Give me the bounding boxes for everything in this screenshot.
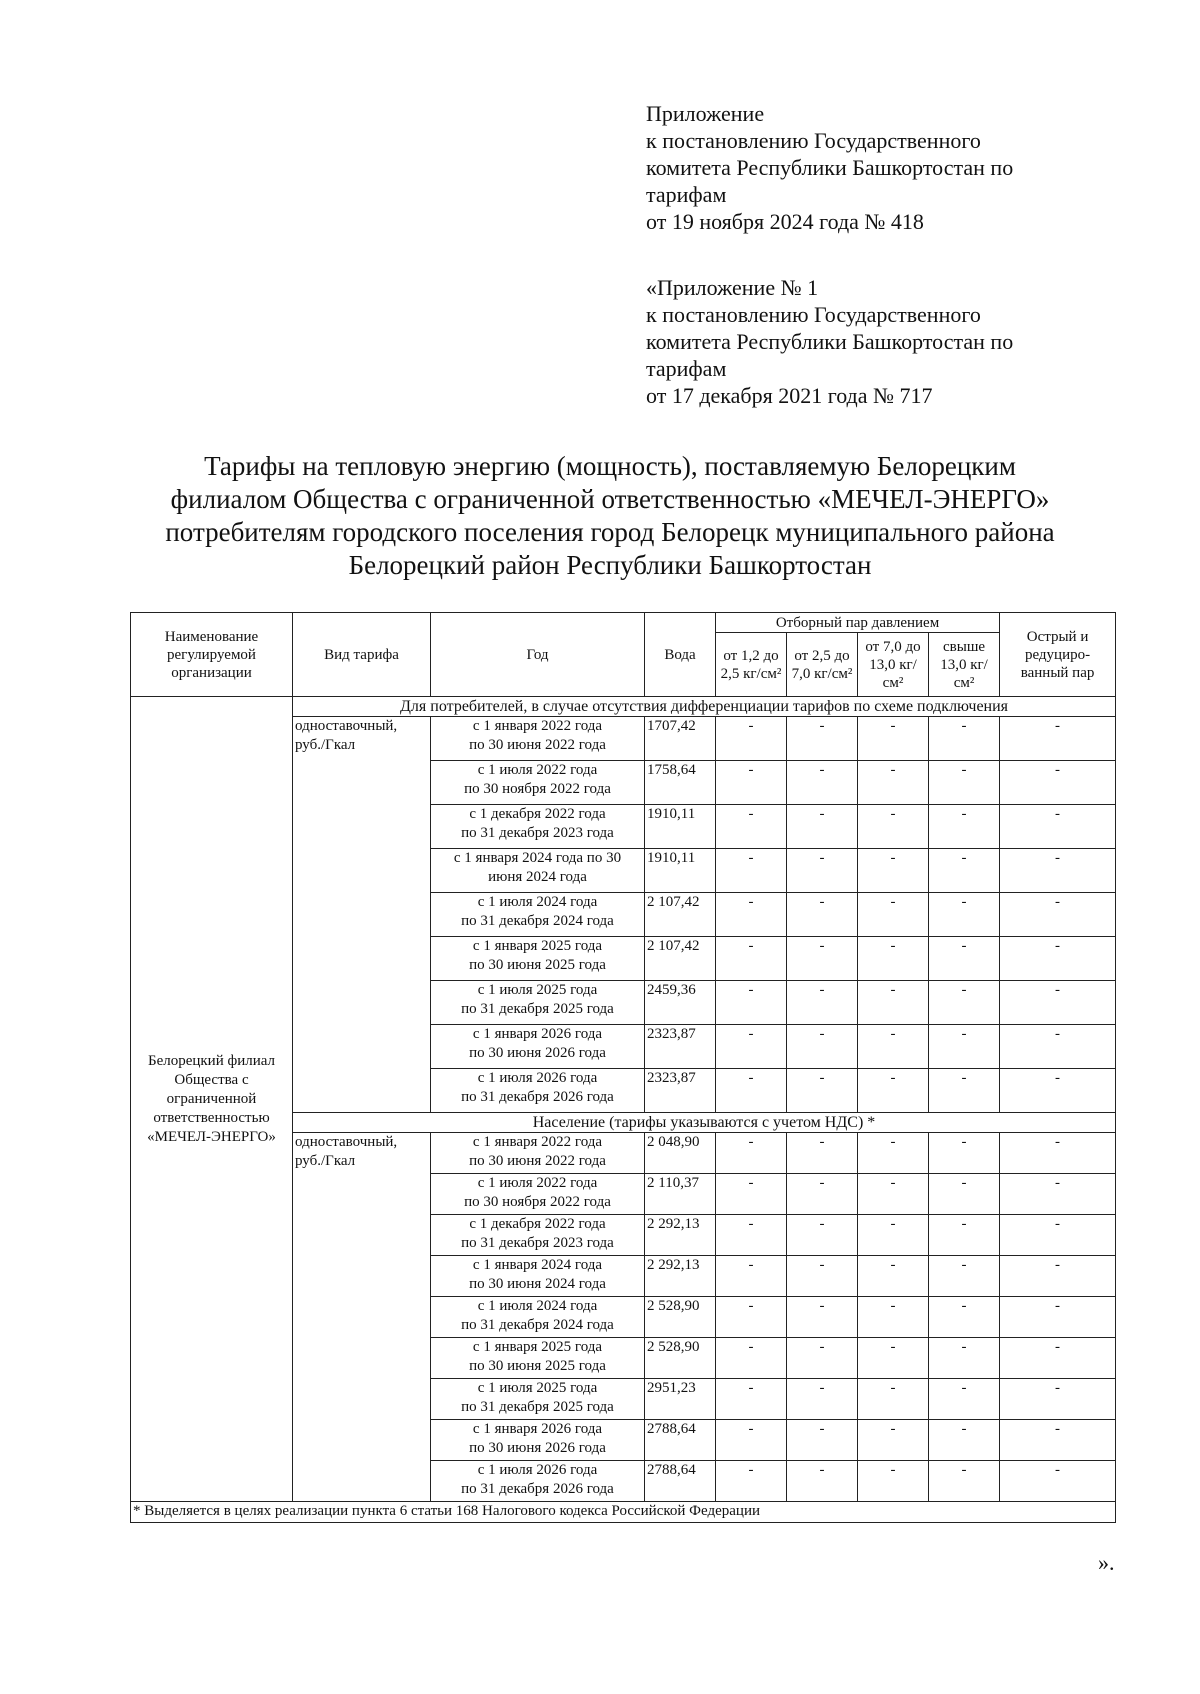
- dash-cell: -: [787, 1174, 858, 1215]
- appendix-line: тарифам: [646, 356, 727, 381]
- period-start: с 1 января 2026 года: [472, 1421, 603, 1437]
- period-start: с 1 декабря 2022 года: [469, 806, 606, 822]
- dash-cell: -: [929, 1174, 1000, 1215]
- dash-cell: -: [929, 761, 1000, 805]
- dash-cell: -: [716, 717, 787, 761]
- dash-cell: -: [858, 1133, 929, 1174]
- dash-cell: -: [858, 1420, 929, 1461]
- dash-cell: -: [929, 1338, 1000, 1379]
- dash-cell: -: [929, 717, 1000, 761]
- period-start: с 1 января 2024 года по 30: [453, 850, 622, 866]
- water-tariff: 2323,87: [645, 1069, 716, 1113]
- period-start: с 1 января 2024 года: [472, 1257, 603, 1273]
- water-tariff: 1910,11: [645, 805, 716, 849]
- document-title: [110, 450, 1110, 582]
- closing-quote: ».: [1098, 1550, 1115, 1575]
- appendix-line: «Приложение № 1: [646, 275, 819, 300]
- dash-cell: -: [858, 1297, 929, 1338]
- dash-cell: -: [858, 981, 929, 1025]
- dash-cell: -: [716, 1069, 787, 1113]
- dash-cell: -: [716, 1133, 787, 1174]
- period-start: с 1 января 2026 года: [472, 1026, 603, 1042]
- tariff-table: [130, 612, 1116, 1523]
- footnote-row: [131, 1502, 1116, 1523]
- dash-cell: -: [929, 805, 1000, 849]
- dash-cell: -: [929, 849, 1000, 893]
- dash-cell: -: [1000, 893, 1116, 937]
- period-end: по 30 июня 2025 года: [469, 957, 606, 973]
- appendix-line: комитета Республики Башкортостан по: [646, 155, 1014, 180]
- water-tariff: 2951,23: [645, 1379, 716, 1420]
- period-start: с 1 декабря 2022 года: [469, 1216, 606, 1232]
- period-end: по 30 июня 2025 года: [469, 1358, 606, 1374]
- period-end: июня 2024 года: [488, 869, 587, 885]
- dash-cell: -: [858, 1256, 929, 1297]
- appendix-line: тарифам: [646, 182, 727, 207]
- dash-cell: -: [716, 1215, 787, 1256]
- water-tariff: 2459,36: [645, 981, 716, 1025]
- appendix-line: от 17 декабря 2021 года № 717: [646, 383, 933, 408]
- header-steam-col: от 7,0 до 13,0 кг/см²: [858, 633, 929, 697]
- dash-cell: -: [716, 937, 787, 981]
- dash-cell: -: [1000, 1174, 1116, 1215]
- dash-cell: -: [787, 1133, 858, 1174]
- period-end: по 30 июня 2022 года: [469, 1153, 606, 1169]
- dash-cell: -: [858, 849, 929, 893]
- header-sharp-steam: Острый и редуциро-ванный пар: [1000, 613, 1116, 697]
- dash-cell: -: [716, 981, 787, 1025]
- water-tariff: 2788,64: [645, 1461, 716, 1502]
- dash-cell: -: [929, 1297, 1000, 1338]
- organization-name: Белорецкий филиал Общества с ограниченной ответственностью «МЕЧЕЛ-ЭНЕРГО»: [131, 697, 293, 1502]
- title-line: потребителям городского поселения город Белорецк муниципального района: [165, 517, 1055, 547]
- water-tariff: 2 528,90: [645, 1338, 716, 1379]
- appendix-line: к постановлению Государственного: [646, 302, 981, 327]
- title-line: Тарифы на тепловую энергию (мощность), поставляемую Белорецким: [204, 451, 1016, 481]
- period-cell: [431, 1461, 645, 1502]
- header-kind: Вид тарифа: [293, 613, 431, 697]
- dash-cell: -: [858, 1338, 929, 1379]
- period-end: по 31 декабря 2025 года: [461, 1399, 614, 1415]
- period-end: по 30 ноября 2022 года: [464, 781, 611, 797]
- title-line: филиалом Общества с ограниченной ответственностью «МЕЧЕЛ-ЭНЕРГО»: [170, 484, 1050, 514]
- dash-cell: -: [1000, 1133, 1116, 1174]
- period-cell: [431, 717, 645, 761]
- period-cell: [431, 893, 645, 937]
- dash-cell: -: [787, 1461, 858, 1502]
- dash-cell: -: [858, 717, 929, 761]
- dash-cell: -: [787, 937, 858, 981]
- dash-cell: -: [858, 1174, 929, 1215]
- dash-cell: -: [1000, 761, 1116, 805]
- period-start: с 1 июля 2024 года: [477, 894, 598, 910]
- period-end: по 31 декабря 2023 года: [461, 1235, 614, 1251]
- dash-cell: -: [1000, 981, 1116, 1025]
- dash-cell: -: [1000, 1069, 1116, 1113]
- appendix-line: комитета Республики Башкортостан по: [646, 329, 1014, 354]
- appendix-line: от 19 ноября 2024 года № 418: [646, 209, 924, 234]
- dash-cell: -: [929, 893, 1000, 937]
- appendix-line: Приложение: [646, 101, 765, 126]
- dash-cell: -: [929, 1420, 1000, 1461]
- water-tariff: 1707,42: [645, 717, 716, 761]
- header-steam-col: от 1,2 до 2,5 кг/см²: [716, 633, 787, 697]
- dash-cell: -: [858, 1461, 929, 1502]
- period-end: по 31 декабря 2024 года: [461, 1317, 614, 1333]
- period-end: по 30 июня 2026 года: [469, 1440, 606, 1456]
- period-end: по 30 июня 2026 года: [469, 1045, 606, 1061]
- water-tariff: 2 107,42: [645, 893, 716, 937]
- period-cell: [431, 1133, 645, 1174]
- appendix-header-current: [646, 100, 1086, 235]
- dash-cell: -: [929, 1215, 1000, 1256]
- header-water: Вода: [645, 613, 716, 697]
- dash-cell: -: [929, 1025, 1000, 1069]
- dash-cell: -: [1000, 1256, 1116, 1297]
- title-line: Белорецкий район Республики Башкортостан: [348, 550, 872, 580]
- header-steam-group: Отборный пар давлением: [716, 613, 1000, 633]
- dash-cell: -: [787, 849, 858, 893]
- tariff-kind: одноставочный, руб./Гкал: [293, 717, 431, 1113]
- dash-cell: -: [716, 893, 787, 937]
- dash-cell: -: [716, 1297, 787, 1338]
- water-tariff: 2 110,37: [645, 1174, 716, 1215]
- water-tariff: 2323,87: [645, 1025, 716, 1069]
- header-year: Год: [431, 613, 645, 697]
- period-cell: [431, 1420, 645, 1461]
- period-start: с 1 июля 2022 года: [477, 1175, 598, 1191]
- dash-cell: -: [858, 1379, 929, 1420]
- dash-cell: -: [858, 893, 929, 937]
- dash-cell: -: [787, 1379, 858, 1420]
- dash-cell: -: [716, 1025, 787, 1069]
- period-start: с 1 июля 2022 года: [477, 762, 598, 778]
- period-cell: [431, 1215, 645, 1256]
- dash-cell: -: [1000, 1338, 1116, 1379]
- dash-cell: -: [716, 1379, 787, 1420]
- period-start: с 1 июля 2024 года: [477, 1298, 598, 1314]
- period-end: по 30 ноября 2022 года: [464, 1194, 611, 1210]
- dash-cell: -: [787, 1069, 858, 1113]
- period-cell: [431, 805, 645, 849]
- period-start: с 1 января 2025 года: [472, 938, 603, 954]
- period-cell: [431, 849, 645, 893]
- water-tariff: 2 048,90: [645, 1133, 716, 1174]
- water-tariff: 2788,64: [645, 1420, 716, 1461]
- dash-cell: -: [929, 1256, 1000, 1297]
- dash-cell: -: [716, 1174, 787, 1215]
- dash-cell: -: [858, 805, 929, 849]
- dash-cell: -: [787, 1420, 858, 1461]
- period-end: по 30 июня 2024 года: [469, 1276, 606, 1292]
- period-cell: [431, 981, 645, 1025]
- dash-cell: -: [929, 981, 1000, 1025]
- dash-cell: -: [1000, 1420, 1116, 1461]
- period-end: по 30 июня 2022 года: [469, 737, 606, 753]
- dash-cell: -: [858, 1215, 929, 1256]
- tariff-kind: одноставочный, руб./Гкал: [293, 1133, 431, 1502]
- dash-cell: -: [1000, 1379, 1116, 1420]
- period-start: с 1 июля 2025 года: [477, 982, 598, 998]
- dash-cell: -: [929, 1069, 1000, 1113]
- footnote: * Выделяется в целях реализации пункта 6 статьи 168 Налогового кодекса Российской Федерации: [131, 1502, 1116, 1523]
- period-end: по 31 декабря 2025 года: [461, 1001, 614, 1017]
- period-cell: [431, 1256, 645, 1297]
- dash-cell: -: [1000, 1297, 1116, 1338]
- water-tariff: 2 107,42: [645, 937, 716, 981]
- period-cell: [431, 1379, 645, 1420]
- period-end: по 31 декабря 2023 года: [461, 825, 614, 841]
- dash-cell: -: [716, 1420, 787, 1461]
- dash-cell: -: [1000, 849, 1116, 893]
- dash-cell: -: [858, 1025, 929, 1069]
- dash-cell: -: [1000, 1461, 1116, 1502]
- header-steam-col: свыше 13,0 кг/см²: [929, 633, 1000, 697]
- period-cell: [431, 937, 645, 981]
- period-start: с 1 января 2022 года: [472, 718, 603, 734]
- water-tariff: 2 292,13: [645, 1215, 716, 1256]
- dash-cell: -: [1000, 937, 1116, 981]
- water-tariff: 2 292,13: [645, 1256, 716, 1297]
- appendix-header-original: [646, 274, 1086, 409]
- dash-cell: -: [1000, 805, 1116, 849]
- dash-cell: -: [858, 937, 929, 981]
- period-end: по 31 декабря 2026 года: [461, 1481, 614, 1497]
- dash-cell: -: [787, 805, 858, 849]
- period-start: с 1 января 2025 года: [472, 1339, 603, 1355]
- period-start: с 1 июля 2026 года: [477, 1462, 598, 1478]
- dash-cell: -: [787, 1215, 858, 1256]
- period-start: с 1 июля 2025 года: [477, 1380, 598, 1396]
- period-end: по 31 декабря 2026 года: [461, 1089, 614, 1105]
- dash-cell: -: [929, 1133, 1000, 1174]
- dash-cell: -: [858, 1069, 929, 1113]
- period-cell: [431, 1174, 645, 1215]
- dash-cell: -: [787, 1338, 858, 1379]
- dash-cell: -: [929, 937, 1000, 981]
- period-cell: [431, 1297, 645, 1338]
- period-cell: [431, 1338, 645, 1379]
- dash-cell: -: [1000, 717, 1116, 761]
- period-cell: [431, 761, 645, 805]
- period-start: с 1 июля 2026 года: [477, 1070, 598, 1086]
- dash-cell: -: [929, 1461, 1000, 1502]
- dash-cell: -: [716, 1338, 787, 1379]
- water-tariff: 2 528,90: [645, 1297, 716, 1338]
- period-start: с 1 января 2022 года: [472, 1134, 603, 1150]
- tariff-table-body: [131, 697, 1116, 1523]
- dash-cell: -: [716, 805, 787, 849]
- header-steam-col: от 2,5 до 7,0 кг/см²: [787, 633, 858, 697]
- appendix-line: к постановлению Государственного: [646, 128, 981, 153]
- water-tariff: 1758,64: [645, 761, 716, 805]
- dash-cell: -: [716, 761, 787, 805]
- dash-cell: -: [787, 717, 858, 761]
- period-end: по 31 декабря 2024 года: [461, 913, 614, 929]
- period-cell: [431, 1025, 645, 1069]
- dash-cell: -: [1000, 1025, 1116, 1069]
- dash-cell: -: [929, 1379, 1000, 1420]
- section-header-row: [131, 697, 1116, 717]
- dash-cell: -: [716, 1461, 787, 1502]
- dash-cell: -: [1000, 1215, 1116, 1256]
- dash-cell: -: [716, 1256, 787, 1297]
- period-cell: [431, 1069, 645, 1113]
- dash-cell: -: [858, 761, 929, 805]
- dash-cell: -: [787, 893, 858, 937]
- water-tariff: 1910,11: [645, 849, 716, 893]
- dash-cell: -: [787, 1297, 858, 1338]
- section-title: Население (тарифы указываются с учетом НДС) *: [293, 1113, 1116, 1133]
- dash-cell: -: [787, 981, 858, 1025]
- header-org: Наименование регулируемой организации: [131, 613, 293, 697]
- dash-cell: -: [787, 1025, 858, 1069]
- dash-cell: -: [787, 761, 858, 805]
- dash-cell: -: [787, 1256, 858, 1297]
- dash-cell: -: [716, 849, 787, 893]
- section-title: Для потребителей, в случае отсутствия дифференциации тарифов по схеме подключения: [293, 697, 1116, 717]
